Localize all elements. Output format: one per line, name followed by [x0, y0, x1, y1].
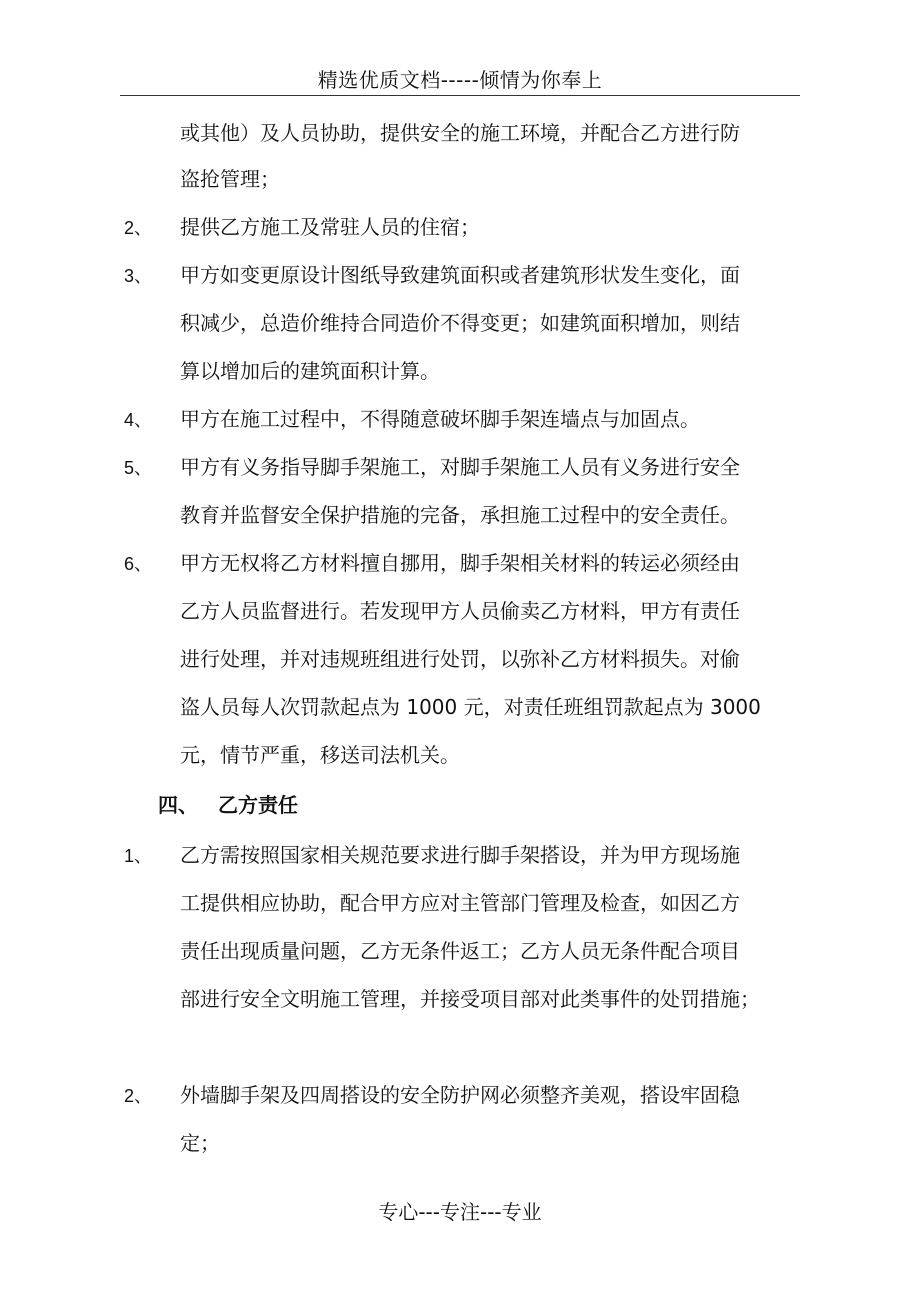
item-number: 6、 — [124, 554, 153, 574]
body-line: 乙方需按照国家相关规范要求进行脚手架搭设，并为甲方现场施 — [180, 843, 740, 867]
body-line: 外墙脚手架及四周搭设的安全防护网必须整齐美观，搭设牢固稳 — [180, 1083, 740, 1107]
item-number: 2、 — [124, 1086, 153, 1106]
body-line: 或其他）及人员协助，提供安全的施工环境，并配合乙方进行防 — [180, 121, 740, 145]
body-line: 甲方无权将乙方材料擅自挪用，脚手架相关材料的转运必须经由 — [180, 551, 740, 575]
body-line: 工提供相应协助，配合甲方应对主管部门管理及检查，如因乙方 — [180, 891, 740, 915]
body-line: 积减少，总造价维持合同造价不得变更；如建筑面积增加，则结 — [180, 311, 740, 335]
header-divider — [120, 95, 800, 96]
item-number: 1、 — [124, 846, 153, 866]
item-number: 4、 — [124, 410, 153, 430]
body-line: 甲方如变更原设计图纸导致建筑面积或者建筑形状发生变化，面 — [180, 263, 740, 287]
section-title: 乙方责任 — [218, 793, 298, 817]
body-line: 教育并监督安全保护措施的完备，承担施工过程中的安全责任。 — [180, 503, 740, 527]
body-line: 盗抢管理； — [180, 167, 280, 191]
body-line: 甲方有义务指导脚手架施工，对脚手架施工人员有义务进行安全 — [180, 455, 740, 479]
body-line: 定； — [180, 1131, 220, 1155]
item-number: 2、 — [124, 218, 153, 238]
page-footer: 专心---专注---专业 — [378, 1200, 542, 1224]
item-number: 3、 — [124, 266, 153, 286]
body-line: 进行处理，并对违规班组进行处罚，以弥补乙方材料损失。对偷 — [180, 647, 740, 671]
body-line: 部进行安全文明施工管理，并接受项目部对此类事件的处罚措施； — [180, 987, 760, 1011]
body-line: 责任出现质量问题，乙方无条件返工；乙方人员无条件配合项目 — [180, 939, 740, 963]
item-number: 5、 — [124, 458, 153, 478]
page-header: 精选优质文档-----倾情为你奉上 — [317, 68, 603, 92]
body-line: 乙方人员监督进行。若发现甲方人员偷卖乙方材料，甲方有责任 — [180, 599, 740, 623]
body-line: 盗人员每人次罚款起点为 1000 元，对责任班组罚款起点为 3000 — [180, 695, 761, 719]
section-heading — [158, 792, 298, 818]
body-line: 提供乙方施工及常驻人员的住宿； — [180, 215, 480, 239]
body-line: 元，情节严重，移送司法机关。 — [180, 743, 460, 767]
body-line: 甲方在施工过程中，不得随意破坏脚手架连墙点与加固点。 — [180, 407, 700, 431]
section-number: 四、 — [158, 793, 198, 817]
body-line: 算以增加后的建筑面积计算。 — [180, 359, 440, 383]
